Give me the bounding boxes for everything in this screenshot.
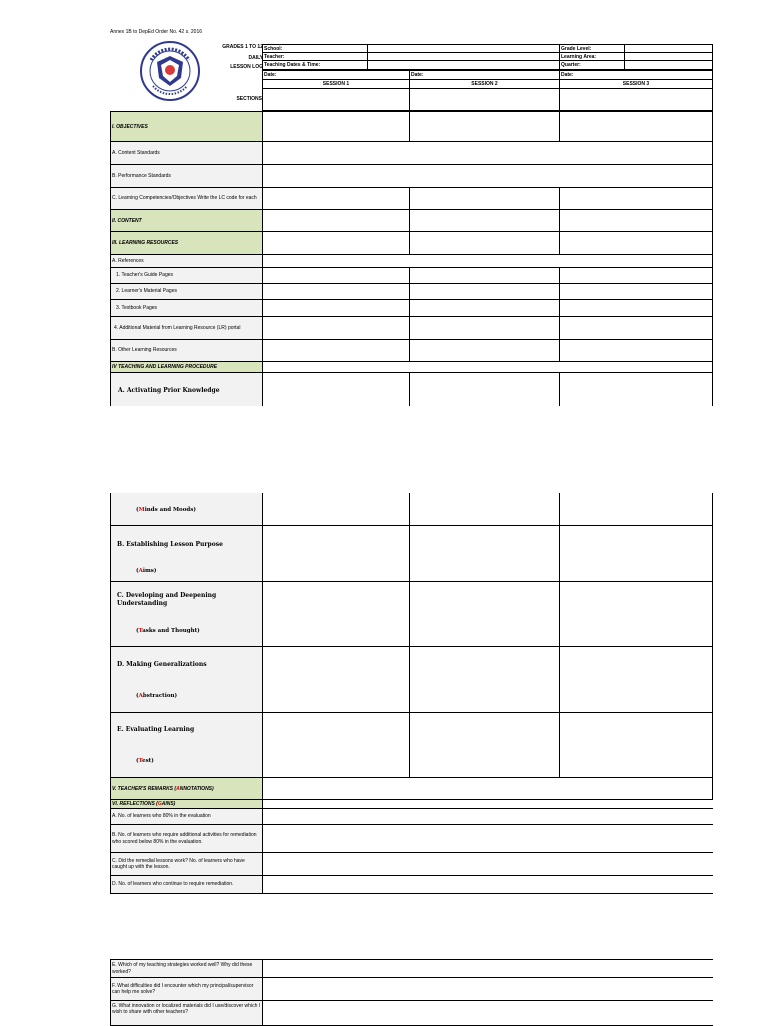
minds-session-1[interactable] (262, 493, 410, 526)
session-1-header: SESSION 1 (262, 79, 410, 89)
evaluating-learning-label: E. Evaluating Learning (Test) (110, 712, 263, 778)
references-label: A. References (110, 254, 263, 268)
other-resources-session-3[interactable] (559, 339, 713, 362)
content-standards-label: A. Content Standards (110, 141, 263, 165)
reflection-c-field[interactable] (262, 852, 713, 876)
competencies-session-3[interactable] (559, 187, 713, 210)
quarter-label-cell: Quarter: (559, 60, 625, 70)
establishing-purpose-label: B. Establishing Lesson Purpose (Aims) (110, 525, 263, 582)
objectives-session-1[interactable] (262, 111, 410, 142)
developing-session-3[interactable] (559, 581, 713, 647)
developing-session-1[interactable] (262, 581, 410, 647)
other-resources-session-1[interactable] (262, 339, 410, 362)
generalizations-session-1[interactable] (262, 646, 410, 713)
reflection-b-label: B. No. of learners who require additional activities for remediation who scored below 80% in the evaluation. (110, 824, 263, 853)
competencies-session-1[interactable] (262, 187, 410, 210)
quarter-field[interactable] (624, 60, 713, 70)
learners-material-session-3[interactable] (559, 283, 713, 300)
content-session-2[interactable] (409, 209, 560, 232)
performance-standards-label: B. Performance Standards (110, 164, 263, 188)
developing-understanding-label: C. Developing and Deepening Understanding (Tasks and Thought) (110, 581, 263, 647)
reflection-g-field[interactable] (262, 1000, 713, 1026)
teachers-guide-session-3[interactable] (559, 267, 713, 284)
reflection-f-label: F. What difficulties did I encounter which my principal/supervisor can help me solve? (110, 977, 263, 1001)
reflection-e-label: E. Which of my teaching strategies worked well? Why did these worked? (110, 959, 263, 978)
reflection-a-field[interactable] (262, 808, 713, 825)
textbook-label: 3. Textbook Pages (110, 299, 263, 317)
annex-reference: Annex 1B to DepEd Order No. 42 s. 2016 (110, 29, 202, 35)
references-field[interactable] (262, 254, 713, 268)
performance-standards-field[interactable] (262, 164, 713, 188)
reflection-a-label: A. No. of learners who 80% in the evaluation (110, 808, 263, 825)
section-cell-1[interactable] (262, 88, 410, 111)
generalizations-label: D. Making Generalizations (Abstraction) (110, 646, 263, 713)
deped-seal-logo (139, 40, 201, 102)
learners-material-session-2[interactable] (409, 283, 560, 300)
objectives-session-3[interactable] (559, 111, 713, 142)
competencies-session-2[interactable] (409, 187, 560, 210)
teachers-guide-session-1[interactable] (262, 267, 410, 284)
textbook-session-1[interactable] (262, 299, 410, 317)
dates-field[interactable] (367, 60, 560, 70)
textbook-session-2[interactable] (409, 299, 560, 317)
session-2-header: SESSION 2 (409, 79, 560, 89)
activating-prior-knowledge-label: A. Activating Prior Knowledge (110, 372, 263, 406)
other-resources-session-2[interactable] (409, 339, 560, 362)
date-cell-2[interactable]: Date: (409, 70, 560, 80)
teacher-label-cell: Teacher: (262, 52, 368, 61)
competencies-label: C. Learning Competencies/Objectives Write the LC code for each (110, 187, 263, 210)
content-session-3[interactable] (559, 209, 713, 232)
other-resources-label: B. Other Learning Resources (110, 339, 263, 362)
header-lesson-log: LESSON LOG (230, 64, 263, 70)
learners-material-label: 2. Learner's Material Pages (110, 283, 263, 300)
procedure-heading: IV TEACHING AND LEARNING PROCEDURE (110, 361, 263, 373)
section-cell-2[interactable] (409, 88, 560, 111)
lr-portal-session-2[interactable] (409, 316, 560, 340)
school-label-cell: School: (262, 44, 368, 53)
resources-session-1[interactable] (262, 231, 410, 255)
teachers-remarks-heading: V. TEACHER'S REMARKS (ANNOTATIONS) (110, 777, 263, 800)
reflection-g-label: G. What innovation or localized materials did I use/discover which I wish to share with other teachers? (110, 1000, 263, 1026)
resources-session-2[interactable] (409, 231, 560, 255)
lr-portal-session-1[interactable] (262, 316, 410, 340)
objectives-session-2[interactable] (409, 111, 560, 142)
objectives-heading: I. OBJECTIVES (110, 111, 263, 142)
purpose-session-2[interactable] (409, 525, 560, 582)
reflection-b-field[interactable] (262, 824, 713, 853)
purpose-session-1[interactable] (262, 525, 410, 582)
dates-label-cell: Teaching Dates & Time: (262, 60, 368, 70)
resources-heading: III. LEARNING RESOURCES (110, 231, 263, 255)
content-heading: II. CONTENT (110, 209, 263, 232)
sections-label: SECTIONS (236, 96, 262, 102)
generalizations-session-2[interactable] (409, 646, 560, 713)
generalizations-session-3[interactable] (559, 646, 713, 713)
teachers-guide-session-2[interactable] (409, 267, 560, 284)
content-standards-field[interactable] (262, 141, 713, 165)
header-grades: GRADES 1 TO 12 (222, 44, 263, 50)
learning-area-label-cell: Learning Area: (559, 52, 625, 61)
lr-portal-label: 4. Additional Material from Learning Resource (LR) portal (110, 316, 263, 340)
lr-portal-session-3[interactable] (559, 316, 713, 340)
resources-session-3[interactable] (559, 231, 713, 255)
teachers-remarks-field[interactable] (262, 777, 713, 800)
developing-session-2[interactable] (409, 581, 560, 647)
reflections-heading: VI. REFLECTIONS (GAINS) (110, 799, 263, 809)
activating-session-2[interactable] (409, 372, 560, 406)
evaluating-session-1[interactable] (262, 712, 410, 778)
evaluating-session-3[interactable] (559, 712, 713, 778)
activating-session-3[interactable] (559, 372, 713, 406)
header-daily: DAILY (248, 55, 263, 61)
grade-level-label-cell: Grade Level: (559, 44, 625, 53)
date-cell-1[interactable]: Date: (262, 70, 410, 80)
teachers-guide-label: 1. Teacher's Guide Pages (110, 267, 263, 284)
reflection-f-field[interactable] (262, 977, 713, 1001)
purpose-session-3[interactable] (559, 525, 713, 582)
reflection-d-label: D. No. of learners who continue to require remediation. (110, 875, 263, 894)
reflection-c-label: C. Did the remedial lessons work? No. of learners who have caught up with the lesson. (110, 852, 263, 876)
minds-and-moods-label: (Minds and Moods) (110, 493, 263, 526)
session-3-header: SESSION 3 (559, 79, 713, 89)
learners-material-session-1[interactable] (262, 283, 410, 300)
textbook-session-3[interactable] (559, 299, 713, 317)
reflection-e-field[interactable] (262, 959, 713, 978)
section-cell-3[interactable] (559, 88, 713, 111)
date-cell-3[interactable]: Date: (559, 70, 713, 80)
activating-session-1[interactable] (262, 372, 410, 406)
reflection-d-field[interactable] (262, 875, 713, 894)
minds-session-3[interactable] (559, 493, 713, 526)
evaluating-session-2[interactable] (409, 712, 560, 778)
minds-session-2[interactable] (409, 493, 560, 526)
content-session-1[interactable] (262, 209, 410, 232)
